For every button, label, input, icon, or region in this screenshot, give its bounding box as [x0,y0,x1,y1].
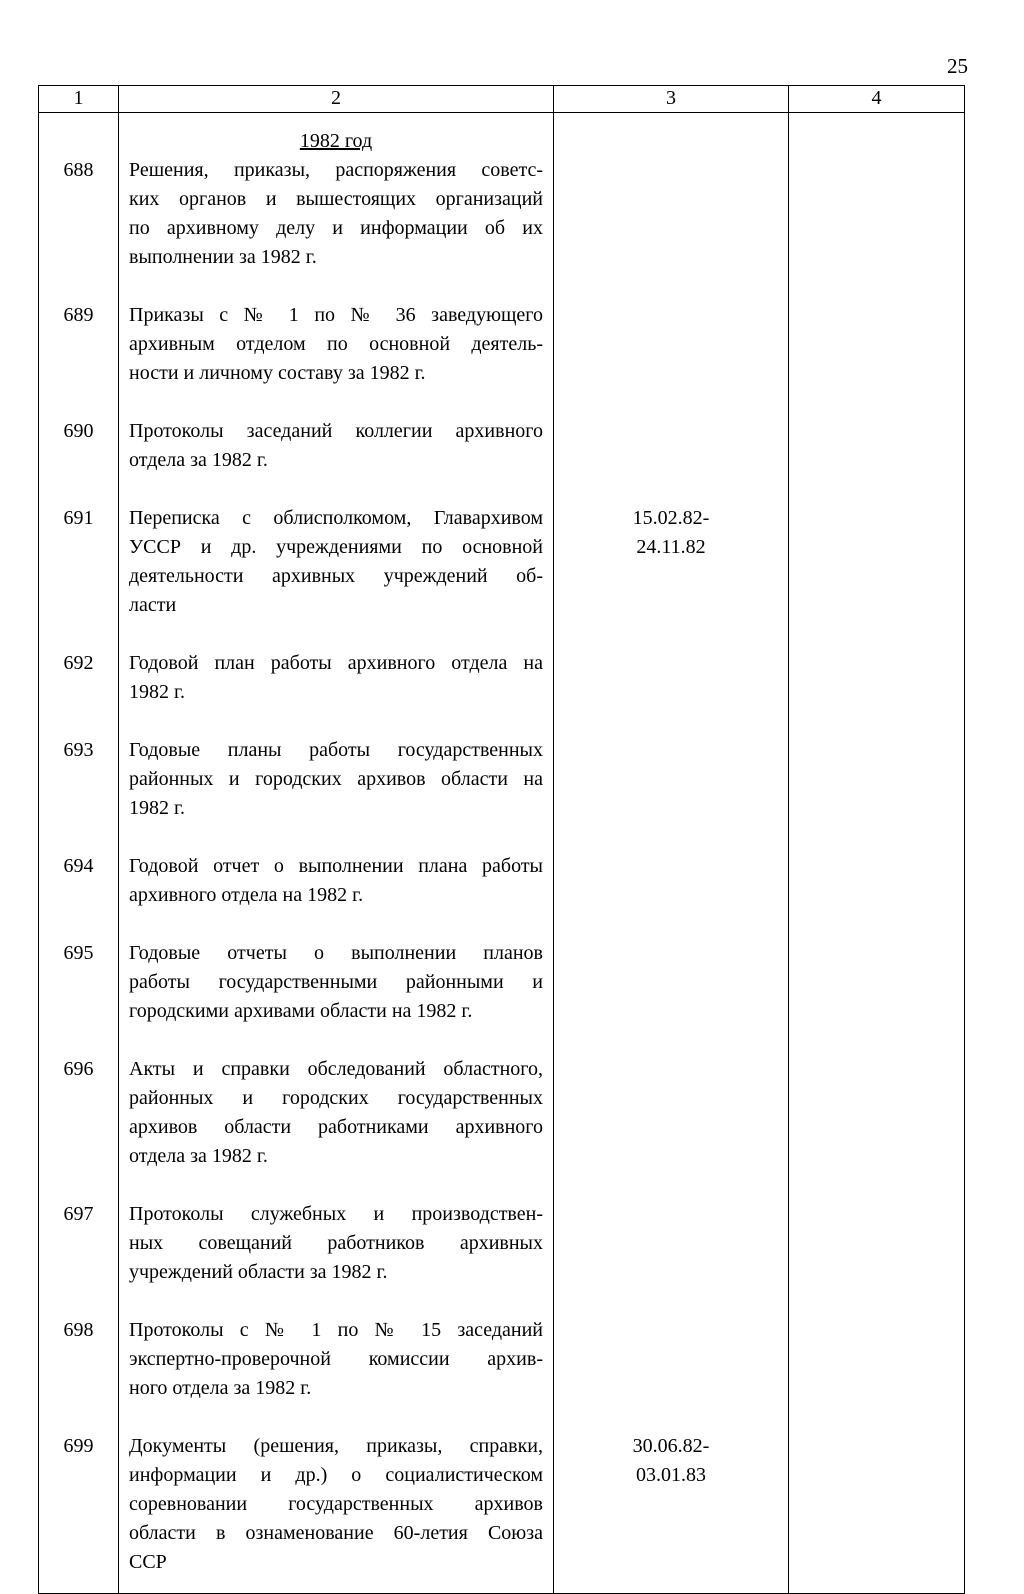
entry-description-line: УССР и др. учреждениями по основной [129,536,543,558]
entry-notes-empty [789,852,964,910]
entry-gap [39,388,118,417]
column-notes-cell [789,113,965,1594]
entry-gap [789,475,964,504]
entry-gap [789,388,964,417]
table-header-row [39,86,965,113]
entry-gap [39,823,118,852]
entry-gap [119,1403,553,1432]
section-year-heading: 1982 год [299,130,373,152]
entry-dates-filler [554,1490,788,1577]
entry-number: 689 [63,304,94,326]
entry-dates-empty [554,1200,788,1287]
entry-description-line: Решения, приказы, распоряжения советс- [129,159,543,181]
entry-date-range-line: 30.06.82- [632,1435,710,1457]
entry-gap [39,620,118,649]
entry-dates-filler [554,562,788,620]
entry-gap [119,707,553,736]
entry-gap [39,1026,118,1055]
table-body [39,113,965,1594]
entry-description-line: ных совещаний работников архивных [129,1232,543,1254]
numbers-top-spacer [39,113,118,156]
entry-gap [789,1026,964,1055]
entry-dates-empty [554,852,788,910]
entry-notes-empty [789,1055,964,1171]
entry-description-line: ССР [129,1551,167,1573]
entry-description-line: ности и личному составу за 1982 г. [129,362,426,384]
page-number: 25 [947,54,968,78]
entry-notes-empty [789,417,964,475]
entry-number-filler [39,1229,118,1287]
entry-gap [554,823,788,852]
entry-description-line: Протоколы заседаний коллегии архивного [129,420,543,442]
entry-gap [789,1171,964,1200]
entry-notes-empty [789,1432,964,1577]
entry-gap [119,1287,553,1316]
entry-descriptions-list [119,113,553,1593]
entry-gap [789,823,964,852]
entry-description-line: Протоколы служебных и производствен- [129,1203,543,1225]
entry-gap [554,1171,788,1200]
inventory-table-container [38,85,964,1594]
table-body-row [39,113,965,1594]
entry-description-line: Годовой отчет о выполнении плана работы [129,855,543,877]
entry-gap [39,1171,118,1200]
entry-number-filler [39,330,118,388]
entry-notes-empty [789,736,964,823]
entry-dates-empty [554,301,788,388]
entry-dates-empty [554,156,788,272]
entry-gap [554,475,788,504]
entry-description-line: по архивному делу и информации об их [129,217,543,239]
entry-description-line: ких органов и вышестоящих организаций [129,188,543,210]
entry-gap [789,272,964,301]
notes-bottom-spacer [789,1577,964,1593]
entry-date-range-line: 15.02.82- [632,507,710,529]
entry-number: 695 [63,942,94,964]
notes-top-spacer [789,113,964,156]
entry-gap [119,272,553,301]
entry-description-line: Документы (решения, приказы, справки, [129,1435,543,1457]
entry-notes-empty [789,1316,964,1403]
entry-dates-empty [554,1055,788,1171]
entry-notes-empty [789,1200,964,1287]
entry-gap [554,388,788,417]
entry-date-range-line: 03.01.83 [636,1464,706,1486]
entry-number-filler [39,446,118,475]
entry-gap [554,1403,788,1432]
entry-gap [39,475,118,504]
entry-description-line: соревновании государственных архивов [129,1493,543,1515]
descriptions-bottom-spacer [119,1577,553,1593]
entry-description-line: Переписка с облисполкомом, Главархивом [129,507,543,529]
entry-gap [119,910,553,939]
entry-gap [789,910,964,939]
entry-description-line: отдела за 1982 г. [129,1145,268,1167]
entry-gap [789,707,964,736]
column-header-1: 1 [39,86,119,113]
entry-date-range-line: 24.11.82 [636,536,706,558]
entry-description-line: области в ознаменование 60-летия Союза [129,1522,543,1544]
entry-number-filler [39,1345,118,1403]
entry-gap [39,1287,118,1316]
entry-description-line: выполнении за 1982 г. [129,246,317,268]
entry-number: 696 [63,1058,94,1080]
entry-gap [39,910,118,939]
entry-gap [119,475,553,504]
entry-number: 691 [63,507,94,529]
entry-number: 694 [63,855,94,877]
entry-gap [554,1287,788,1316]
entry-gap [39,707,118,736]
entry-notes-empty [789,504,964,620]
column-header-2: 2 [119,86,554,113]
entry-gap [554,272,788,301]
entry-description-line: 1982 г. [129,797,185,819]
entry-description-line: районных и городских архивов области на [129,768,543,790]
dates-top-spacer [554,113,788,156]
entry-number-filler [39,1461,118,1577]
entry-gap [119,620,553,649]
entry-number-filler [39,765,118,823]
entry-gap [119,388,553,417]
entry-number: 690 [63,420,94,442]
entry-number-filler [39,678,118,707]
entry-gap [789,1403,964,1432]
entry-number: 699 [63,1435,94,1457]
column-numbers-cell [39,113,119,1594]
entry-gap [119,1026,553,1055]
column-header-3: 3 [554,86,789,113]
entry-description-line: информации и др.) о социалистическом [129,1464,543,1486]
entry-description-line: ного отдела за 1982 г. [129,1377,312,1399]
entry-description-line: архивов области работниками архивного [129,1116,543,1138]
entry-gap [789,620,964,649]
entry-gap [119,823,553,852]
entry-dates-empty [554,417,788,475]
entry-description-line: районных и городских государственных [129,1087,543,1109]
entry-number-filler [39,185,118,272]
entry-gap [554,910,788,939]
entry-number: 697 [63,1203,94,1225]
entry-description-line: архивным отделом по основной деятель- [129,333,543,355]
entry-notes-empty [789,649,964,707]
column-dates-cell [554,113,789,1594]
table-header [39,86,965,113]
entry-number: 688 [63,159,94,181]
entry-notes-empty [789,939,964,1026]
column-header-4: 4 [789,86,965,113]
entry-description-line: Акты и справки обследований областного, [129,1058,543,1080]
entry-gap [39,1403,118,1432]
entry-numbers-list [39,113,118,1593]
entry-gap [554,620,788,649]
entry-description-line: экспертно-проверочной комиссии архив- [129,1348,543,1370]
entry-number-filler [39,968,118,1026]
inventory-table [38,85,965,1594]
entry-number-filler [39,533,118,620]
entry-description-line: ласти [129,594,177,616]
entry-gap [554,1026,788,1055]
entry-gap [39,272,118,301]
entry-number-filler [39,1084,118,1171]
entry-gap [554,707,788,736]
column-descriptions-cell [119,113,554,1594]
descriptions-top-spacer [119,113,553,127]
entry-description-line: Приказы с № 1 по № 36 заведующего [129,304,543,326]
entry-description-line: Годовые отчеты о выполнении планов [129,942,543,964]
entry-description-line: Протоколы с № 1 по № 15 заседаний [129,1319,543,1341]
entry-number: 693 [63,739,94,761]
entry-dates-list [554,113,788,1593]
entry-description-line: городскими архивами области на 1982 г. [129,1000,473,1022]
entry-description-line: Годовой план работы архивного отдела на [129,652,543,674]
entry-description-line: отдела за 1982 г. [129,449,268,471]
entry-dates-empty [554,649,788,707]
dates-bottom-spacer [554,1577,788,1593]
entry-gap [119,1171,553,1200]
entry-description-line: Годовые планы работы государственных [129,739,543,761]
entry-number: 698 [63,1319,94,1341]
entry-notes-list [789,113,964,1593]
entry-dates-empty [554,939,788,1026]
entry-dates-empty [554,736,788,823]
entry-description-line: работы государственными районными и [129,971,543,993]
entry-number-filler [39,881,118,910]
entry-description-line: 1982 г. [129,681,185,703]
entry-notes-empty [789,156,964,272]
entry-description-line: деятельности архивных учреждений об- [129,565,543,587]
entry-notes-empty [789,301,964,388]
entry-gap [789,1287,964,1316]
entry-dates-empty [554,1316,788,1403]
entry-number: 692 [63,652,94,674]
numbers-bottom-spacer [39,1577,118,1593]
entry-description-line: учреждений области за 1982 г. [129,1261,388,1283]
entry-description-line: архивного отдела на 1982 г. [129,884,364,906]
